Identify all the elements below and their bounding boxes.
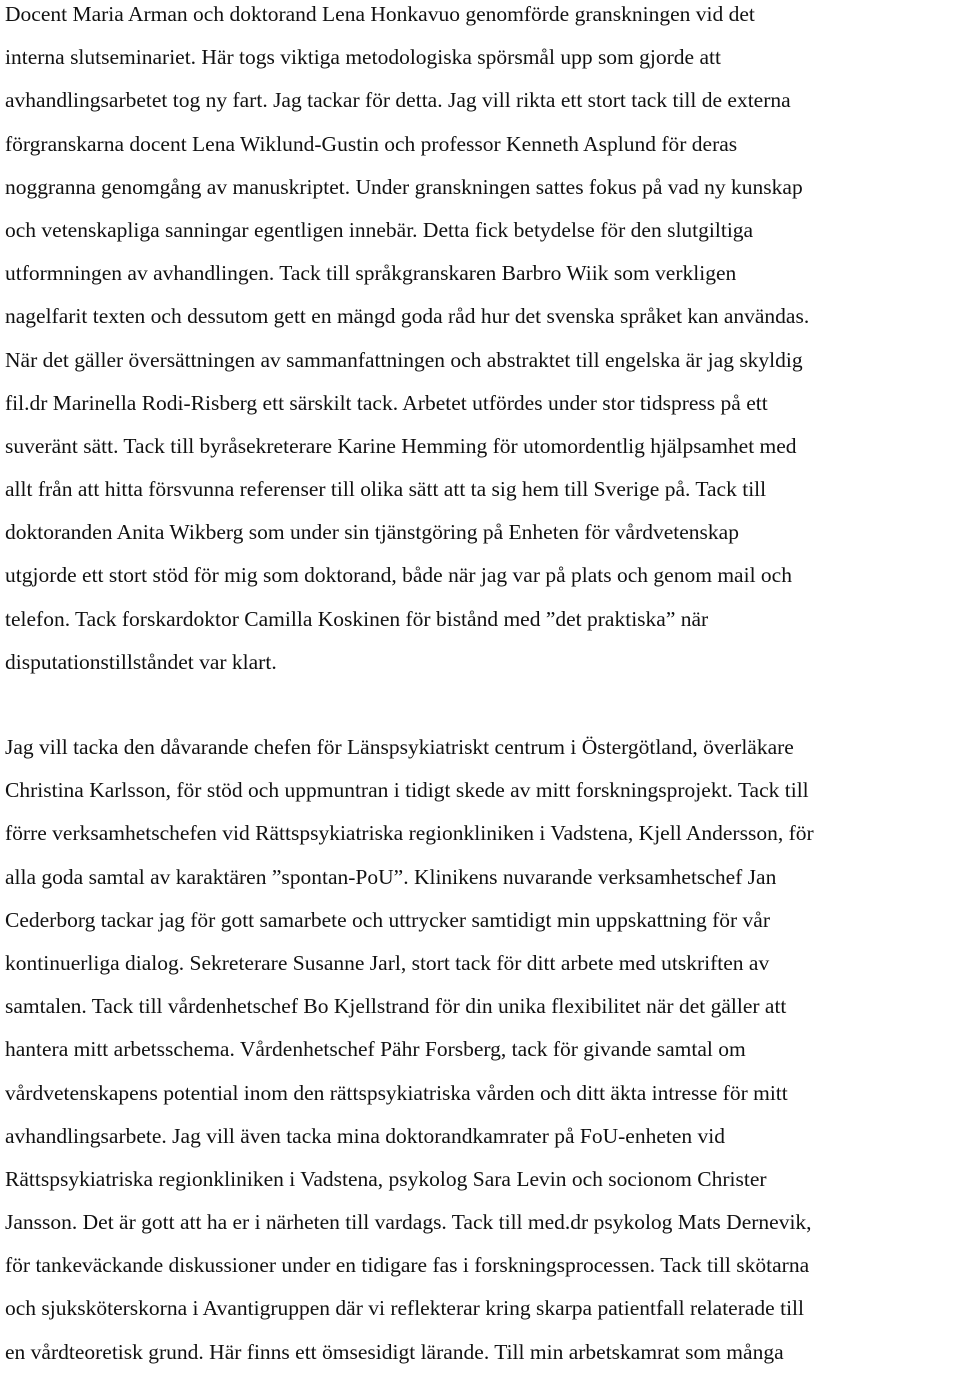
text-line: interna slutseminariet. Här togs viktiga metodologiska spörsmål upp som gjorde att — [5, 45, 721, 70]
text-line: alla goda samtal av karaktären ”spontan-PoU”. Klinikens nuvarande verksamhetschef Jan — [5, 864, 777, 889]
paragraph-acknowledgements-2 — [5, 733, 814, 1381]
text-line: nagelfarit texten och dessutom gett en mängd goda råd hur det svenska språket kan användas. — [5, 304, 810, 329]
text-line: Christina Karlsson, för stöd och uppmuntran i tidigt skede av mitt forskningsprojekt. Tack till — [5, 778, 809, 803]
text-line: suveränt sätt. Tack till byråsekreterare Karine Hemming för utomordentlig hjälpsamhet med — [5, 433, 797, 458]
text-line: och vetenskapliga sanningar egentligen innebär. Detta fick betydelse för den slutgiltiga — [5, 217, 754, 242]
text-line: förgranskarna docent Lena Wiklund-Gustin och professor Kenneth Asplund för deras — [5, 131, 738, 156]
text-line: samtalen. Tack till vårdenhetschef Bo Kjellstrand för din unika flexibilitet när det gäller att — [5, 994, 787, 1019]
text-line: telefon. Tack forskardoktor Camilla Koskinen för bistånd med ”det praktiska” när — [5, 606, 709, 631]
text-line: kontinuerliga dialog. Sekreterare Susanne Jarl, stort tack för ditt arbete med utskriften av — [5, 950, 770, 975]
text-line: avhandlingsarbete. Jag vill även tacka mina doktorandkamrater på FoU-enheten vid — [5, 1123, 725, 1148]
text-line: Cederborg tackar jag för gott samarbete och uttrycker samtidigt min uppskattning för vår — [5, 907, 771, 932]
text-line: Jansson. Det är gott att ha er i närheten till vardags. Tack till med.dr psykolog Mats Dernevik, — [5, 1210, 812, 1235]
text-line: för tankeväckande diskussioner under en tidigare fas i forskningsprocessen. Tack till skötarna — [5, 1253, 810, 1278]
text-line: När det gäller översättningen av sammanfattningen och abstraktet till engelska är jag skyldig — [5, 347, 803, 372]
text-line: fil.dr Marinella Rodi-Risberg ett särskilt tack. Arbetet utfördes under stor tidspress på ett — [5, 390, 768, 415]
text-line: noggranna genomgång av manuskriptet. Under granskningen sattes fokus på vad ny kunskap — [5, 174, 803, 199]
text-line: allt från att hitta försvunna referenser till olika sätt att ta sig hem till Sverige på. Tack till — [5, 477, 767, 502]
paragraph-acknowledgements-1 — [5, 0, 809, 691]
text-line: och sjuksköterskorna i Avantigruppen där vi reflekterar kring skarpa patientfall relaterade till — [5, 1296, 804, 1321]
text-line: Rättspsykiatriska regionkliniken i Vadstena, psykolog Sara Levin och socionom Christer — [5, 1166, 767, 1191]
text-line: disputationstillståndet var klart. — [5, 649, 277, 674]
text-line: utformningen av avhandlingen. Tack till språkgranskaren Barbro Wiik som verkligen — [5, 261, 737, 286]
text-line: en vårdteoretisk grund. Här finns ett ömsesidigt lärande. Till min arbetskamrat som många — [5, 1339, 784, 1364]
text-line: avhandlingsarbetet tog ny fart. Jag tackar för detta. Jag vill rikta ett stort tack till de externa — [5, 88, 791, 113]
text-line: förre verksamhetschefen vid Rättspsykiatriska regionkliniken i Vadstena, Kjell Andersson, för — [5, 821, 814, 846]
text-line: Jag vill tacka den dåvarande chefen för Länspsykiatriskt centrum i Östergötland, överläkare — [5, 735, 794, 759]
text-line: hantera mitt arbetsschema. Vårdenhetschef Pähr Forsberg, tack för givande samtal om — [5, 1037, 746, 1062]
text-line: utgjorde ett stort stöd för mig som doktorand, både när jag var på plats och genom mail och — [5, 563, 792, 588]
text-line: Docent Maria Arman och doktorand Lena Honkavuo genomförde granskningen vid det — [5, 2, 755, 26]
text-line: vårdvetenskapens potential inom den rättspsykiatriska vården och ditt äkta intresse för mitt — [5, 1080, 788, 1105]
text-line: doktoranden Anita Wikberg som under sin tjänstgöring på Enheten för vårdvetenskap — [5, 520, 739, 545]
